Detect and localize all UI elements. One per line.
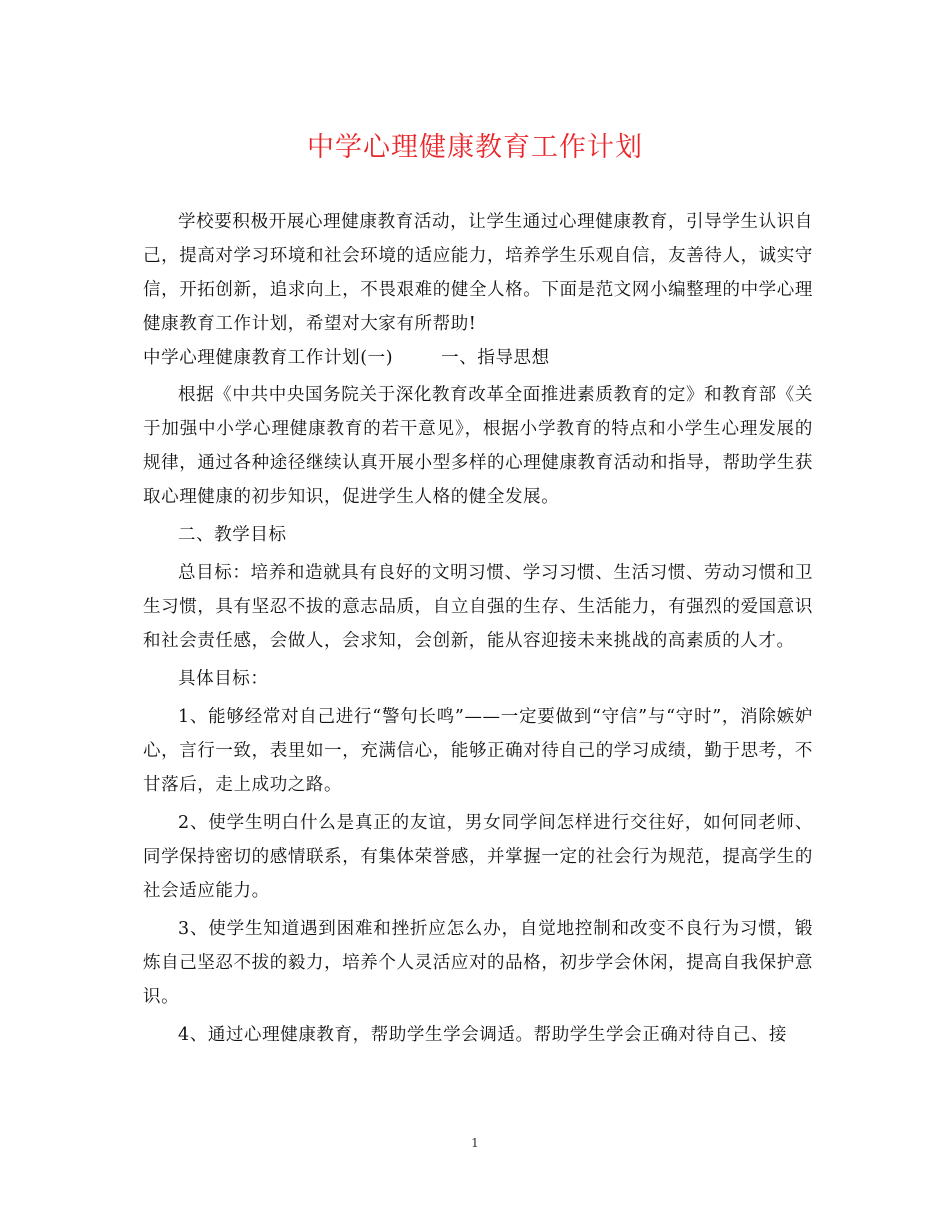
document-title: 中学心理健康教育工作计划 (307, 132, 643, 163)
section1-heading: 一、指导思想 (441, 348, 550, 368)
intro-paragraph: 学校要积极开展心理健康教育活动，让学生通过心理健康教育，引导学生认识自己，提高对学习环境和社会环境的适应能力，培养学生乐观自信，友善待人，诚实守信，开拓创新，追求向上，不畏艰难的健全人格。下面是范文网小编整理的中学心理健康教育工作计划，希望对大家有所帮助! (143, 212, 813, 334)
goal-4-paragraph: 4、通过心理健康教育，帮助学生学会调适。帮助学生学会正确对待自己、接 (178, 1025, 788, 1045)
goal-2-paragraph: 2、使学生明白什么是真正的友谊，男女同学间怎样进行交往好，如何同老师、同学保持密切的感情联系，有集体荣誉感，并掌握一定的社会行为规范，提高学生的社会适应能力。 (143, 813, 813, 901)
plan-heading-line (143, 341, 813, 375)
goal-3-paragraph: 3、使学生知道遇到困难和挫折应怎么办，自觉地控制和改变不良行为习惯，锻炼自己坚忍不拔的毅力，培养个人灵活应对的品格，初步学会休闲，提高自我保护意识。 (143, 919, 813, 1007)
overall-goal-paragraph: 总目标：培养和造就具有良好的文明习惯、学习习惯、生活习惯、劳动习惯和卫生习惯，具有坚忍不拔的意志品质，自立自强的生存、生活能力，有强烈的爱国意识和社会责任感，会做人，会求知，会创新，能从容迎接未来挑战的高素质的人才。 (143, 563, 813, 651)
goal-1-paragraph: 1、能够经常对自己进行“警句长鸣”——一定要做到“守信”与“守时”，消除嫉妒心，言行一致，表里如一，充满信心，能够正确对待自己的学习成绩，勤于思考，不甘落后，走上成功之路。 (143, 707, 813, 795)
specific-goals-heading: 具体目标： (178, 669, 269, 689)
section2-heading: 二、教学目标 (178, 525, 287, 545)
section1-paragraph: 根据《中共中央国务院关于深化教育改革全面推进素质教育的定》和教育部《关于加强中小学心理健康教育的若干意见》，根据小学教育的特点和小学生心理发展的规律，通过各种途径继续认真开展小型多样的心理健康教育活动和指导，帮助学生获取心理健康的初步知识，促进学生人格的健全发展。 (143, 385, 813, 507)
page-number: 1 (471, 1136, 479, 1150)
document-body (143, 205, 813, 1052)
plan-heading: 中学心理健康教育工作计划(一) (143, 348, 394, 368)
